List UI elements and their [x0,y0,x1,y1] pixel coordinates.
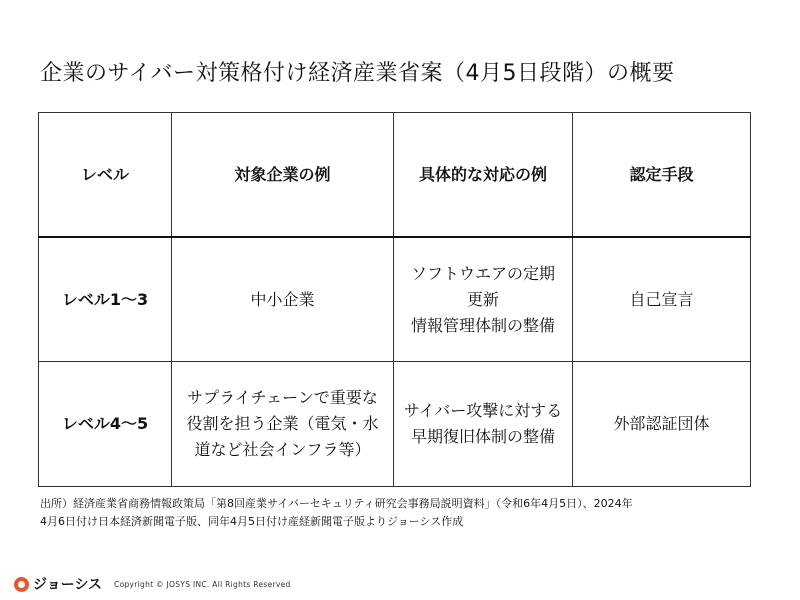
source-line: 4月6日付け日本経済新聞電子版、同年4月5日付け産経新聞電子版よりジョーシス作成 [40,515,464,528]
table-row [39,362,751,487]
row2-target-line: 役割を担う企業（電気・水 [186,414,379,433]
row1-certification: 自己宣言 [573,237,751,362]
overview-table [38,112,751,487]
row1-actions-line: 更新 [466,289,499,309]
josys-logo-icon [14,577,29,592]
row2-certification: 外部認証団体 [573,362,751,487]
copyright: Copyright © JOSYS INC. All Rights Reserved [114,579,291,589]
header-level: レベル [39,113,172,238]
source-note [40,495,633,531]
row2-actions-line: サイバー攻撃に対する [403,401,563,420]
row1-target-line: 中小企業 [250,289,315,309]
row2-level: レベル4～5 [39,362,172,487]
row2-target-line: 道など社会インフラ等） [194,440,371,459]
page-title: 企業のサイバー対策格付け経済産業省案（4月5日段階）の概要 [40,61,675,86]
footer [14,574,291,594]
header-certification: 認定手段 [573,113,751,238]
header-target: 対象企業の例 [172,113,394,238]
row2-actions [394,362,573,487]
source-line: 出所）経済産業省商務情報政策局「第8回産業サイバーセキュリティ研究会事務局説明資料」（令和6年4月5日）、2024年 [40,497,633,510]
row2-target-line: サプライチェーンで重要な [187,388,378,407]
table-header-row [39,113,751,238]
row2-target [172,362,394,487]
logo-text: ジョーシス [33,577,103,593]
row1-actions-line: ソフトウエアの定期 [410,263,555,283]
table-row [39,237,751,362]
row1-level: レベル1～3 [39,237,172,362]
row2-actions-line: 早期復旧体制の整備 [410,427,555,446]
row1-actions-line: 情報管理体制の整備 [410,315,555,335]
header-actions: 具体的な対応の例 [394,113,573,238]
row1-target [172,237,394,362]
row1-actions [394,237,573,362]
